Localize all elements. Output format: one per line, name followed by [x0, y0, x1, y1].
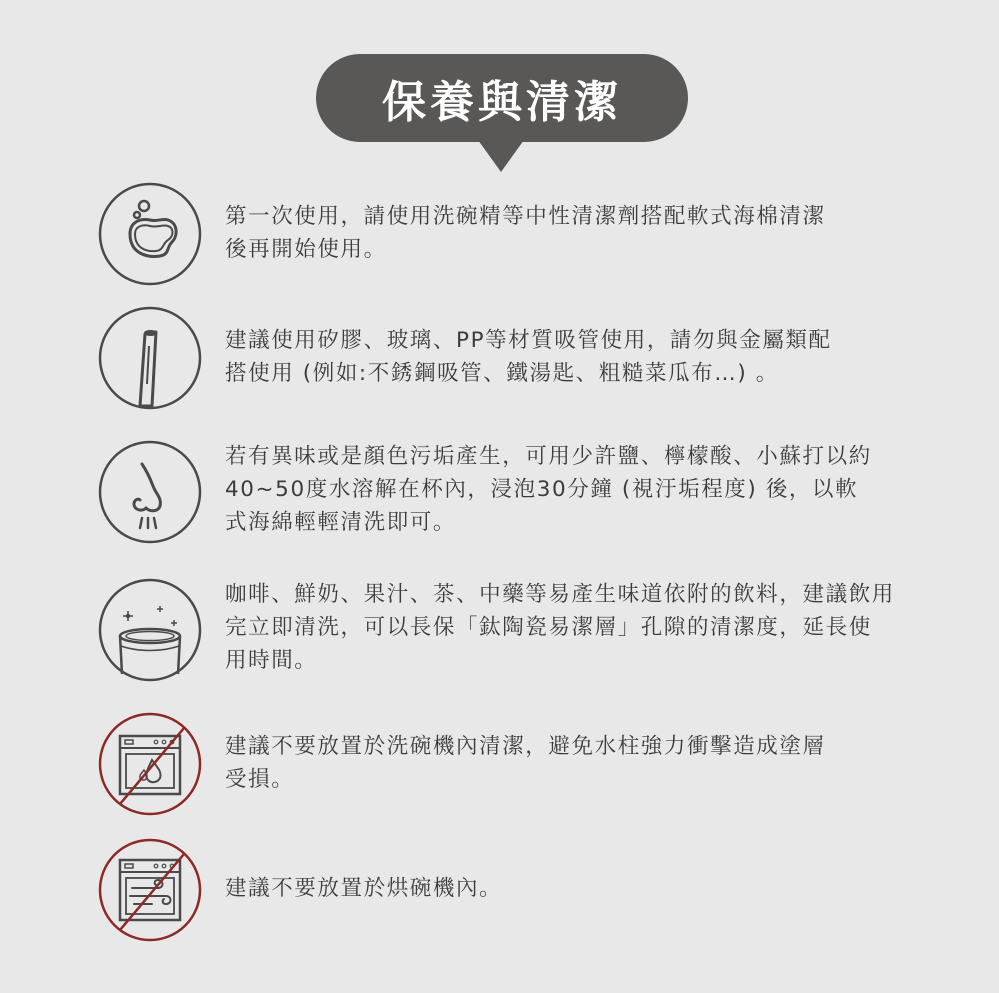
care-item-text: 第一次使用，請使用洗碗精等中性清潔劑搭配軟式海棉清潔 後再開始使用。: [225, 204, 826, 262]
nose-icon: [98, 440, 202, 544]
title-bubble-tail: [478, 140, 524, 172]
no-dish-dryer-icon: [98, 838, 202, 942]
care-item-text: 咖啡、鮮奶、果汁、茶、中藥等易產生味道依附的飲料，建議飲用 完立即清洗，可以長保「鈦陶瓷易潔層」孔隙的清潔度，延長使 用時間。: [225, 582, 895, 673]
sponge-icon: [98, 182, 202, 286]
care-item-text: 建議不要放置於烘碗機內。: [225, 876, 503, 901]
care-item-text: 建議不要放置於洗碗機內清潔，避免水柱強力衝擊造成塗層 受損。: [225, 734, 826, 792]
no-dishwasher-icon: [98, 712, 202, 816]
care-item-text: 若有異味或是顏色污垢產生，可用少許鹽、檸檬酸、小蘇打以約 40~50度水溶解在杯內，浸泡30分鐘 (視汙垢程度) 後，以軟 式海綿輕輕清洗即可。: [225, 444, 872, 535]
clean-cup-icon: [98, 578, 202, 682]
page-title: 保養與清潔: [316, 54, 688, 142]
straw-icon: [98, 306, 202, 410]
care-item-text: 建議使用矽膠、玻璃、PP等材質吸管使用，請勿與金屬類配 搭使用 (例如:不銹鋼吸管、鐵湯匙、粗糙菜瓜布…) 。: [225, 328, 832, 386]
